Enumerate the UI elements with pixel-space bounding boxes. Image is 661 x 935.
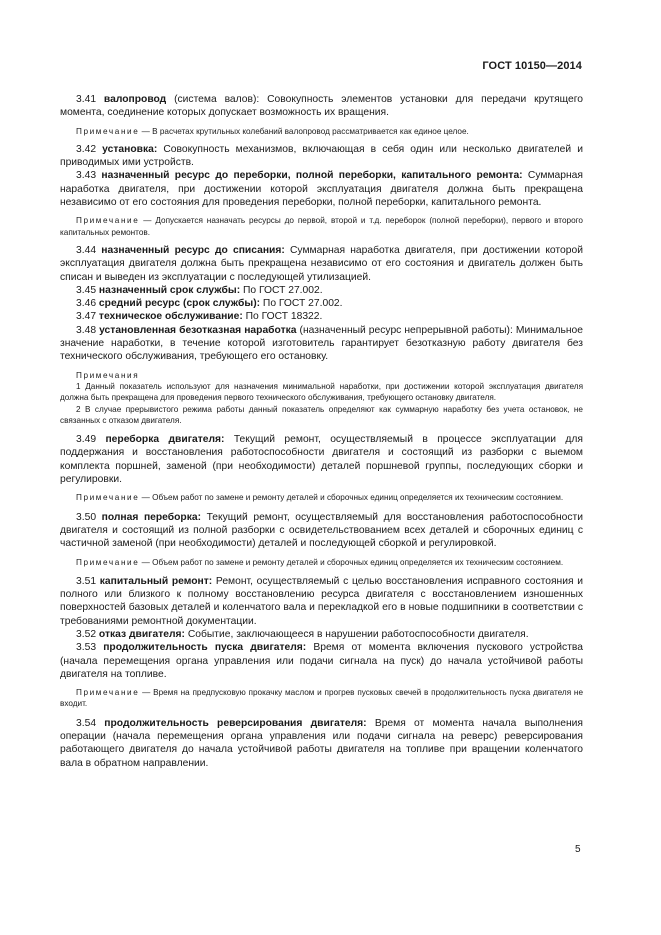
note-3-49: Примечание — Объем работ по замене и ремонту деталей и сборочных единиц определяется их техническим состоянием. (76, 493, 564, 503)
term-3-45: 3.45 назначенный срок службы: По ГОСТ 27.002. (76, 284, 323, 296)
document-body (60, 93, 583, 770)
page-number: 5 (575, 844, 581, 855)
term-name: продолжительность пуска двигателя: (103, 642, 307, 654)
term-3-48: 3.48 установленная безотказная наработка (назначенный ресурс непрерывной работы): Минимальное значение наработки, в течение которой изготовитель гарантирует безотказную работу двигателя без технического обслуживания, требующего его остановку. (60, 324, 583, 363)
note-3-48-2: 2 В случае прерывистого режима работы данный показатель определяют как суммарную наработку без учета остановок, не связанных с отказом двигателя. (60, 404, 583, 425)
term-name: назначенный ресурс до переборки, полной переборки, капитального ремонта: (101, 170, 523, 182)
term-name: переборка двигателя: (105, 434, 225, 446)
term-3-41: 3.41 валопровод (система валов): Совокупность элементов установки для передачи крутящего момента, соединение которых допускает возможность их вращения. (60, 94, 583, 119)
term-3-51: 3.51 капитальный ремонт: Ремонт, осуществляемый с целью восстановления исправного состояния и полного или близкого к полному восстановлению ресурса двигателя с восстановлением изношенных поверхностей базовых деталей и коленчатого вала и перекладкой его в новые подшипники в соответствии с требованиями ремонтной документации. (60, 575, 583, 627)
term-3-46: 3.46 средний ресурс (срок службы): По ГОСТ 27.002. (76, 298, 343, 310)
term-3-49: 3.49 переборка двигателя: Текущий ремонт, осуществляемый в процессе эксплуатации для поддержания и восстановления работоспособности двигателя и состоящий из разборки с выемом комплекта поршней, заменой (при необходимости) деталей поршневой группы, последующих сборки и регулировки. (60, 434, 583, 486)
term-3-50: 3.50 полная переборка: Текущий ремонт, осуществляемый для восстановления работоспособности двигателя и состоящий из полной разборки с освидетельствованием всех деталей и сборочных единиц с частичной заменой (при необходимости) деталей и последующей сборкой и регулировкой. (60, 511, 583, 550)
note-3-48-1: 1 Данный показатель используют для назначения минимальной наработки, при достижении которой эксплуатация двигателя должна быть прекращена для проведения первого технического обслуживания, требующего остановку двигателя. (60, 381, 583, 403)
term-3-42: 3.42 установка: Совокупность механизмов, включающая в себя один или несколько двигателей и приводимых ими устройств. (60, 143, 583, 169)
term-name: капитальный ремонт: (99, 575, 213, 587)
term-name: полная переборка: (101, 511, 202, 523)
notes-3-48-label: Примечания (76, 370, 140, 380)
note-3-41: Примечание — В расчетах крутильных колебаний валопровод рассматривается как единое целое. (76, 126, 469, 136)
note-3-43: Примечание — Допускается назначать ресурсы до первой, второй и т.д. переборок (полной переборки), первого и второго капитальных ремонтов. (60, 216, 583, 237)
term-3-47: 3.47 техническое обслуживание: По ГОСТ 18322. (76, 311, 323, 323)
note-3-50: Примечание — Объем работ по замене и ремонту деталей и сборочных единиц определяется их техническим состоянием. (76, 557, 564, 567)
term-name: валопровод (103, 94, 167, 105)
term-name: средний ресурс (срок службы): (98, 298, 261, 310)
term-3-43: 3.43 назначенный ресурс до переборки, полной переборки, капитального ремонта: Суммарная наработка двигателя, при достижении которой эксплуатация двигателя должна быть прекращена независимо от его состояния для проведения переборки, полной переборки, капитального ремонта. (60, 170, 583, 209)
term-3-44: 3.44 назначенный ресурс до списания: Суммарная наработка двигателя, при достижении которой эксплуатация двигателя должна быть прекращена независимо от его состояния и двигатель должен быть списан и выведен из эксплуатации с последующей утилизацией. (60, 244, 583, 283)
term-name: техническое обслуживание: (98, 311, 243, 323)
term-3-54: 3.54 продолжительность реверсирования двигателя: Время от момента начала выполнения операции (начала перемещения органа управления или подачи сигнала на реверс) реверсирования работающего двигателя до начала устойчивой работы двигателя на топливе при вращении коленчатого вала в обратном направлении. (60, 717, 583, 769)
term-name: назначенный срок службы: (98, 284, 241, 296)
term-name: установленная безотказная наработка (99, 324, 297, 336)
term-name: установка: (102, 143, 158, 155)
document-header: ГОСТ 10150—2014 (482, 60, 582, 72)
term-3-53: 3.53 продолжительность пуска двигателя: Время от момента включения пускового устройства (начала перемещения органа управления или подачи сигнала на пуск) до начала устойчивой работы двигателя на топливе. (60, 642, 583, 680)
term-name: отказ двигателя: (98, 628, 185, 640)
term-name: назначенный ресурс до списания: (101, 244, 285, 256)
term-name: продолжительность реверсирования двигателя: (104, 717, 367, 729)
term-3-52: 3.52 отказ двигателя: Событие, заключающееся в нарушении работоспособности двигателя. (76, 628, 529, 640)
note-3-53: Примечание — Время на предпусковую прокачку маслом и прогрев пусковых свечей в продолжительность пуска двигателя не входит. (60, 688, 583, 709)
